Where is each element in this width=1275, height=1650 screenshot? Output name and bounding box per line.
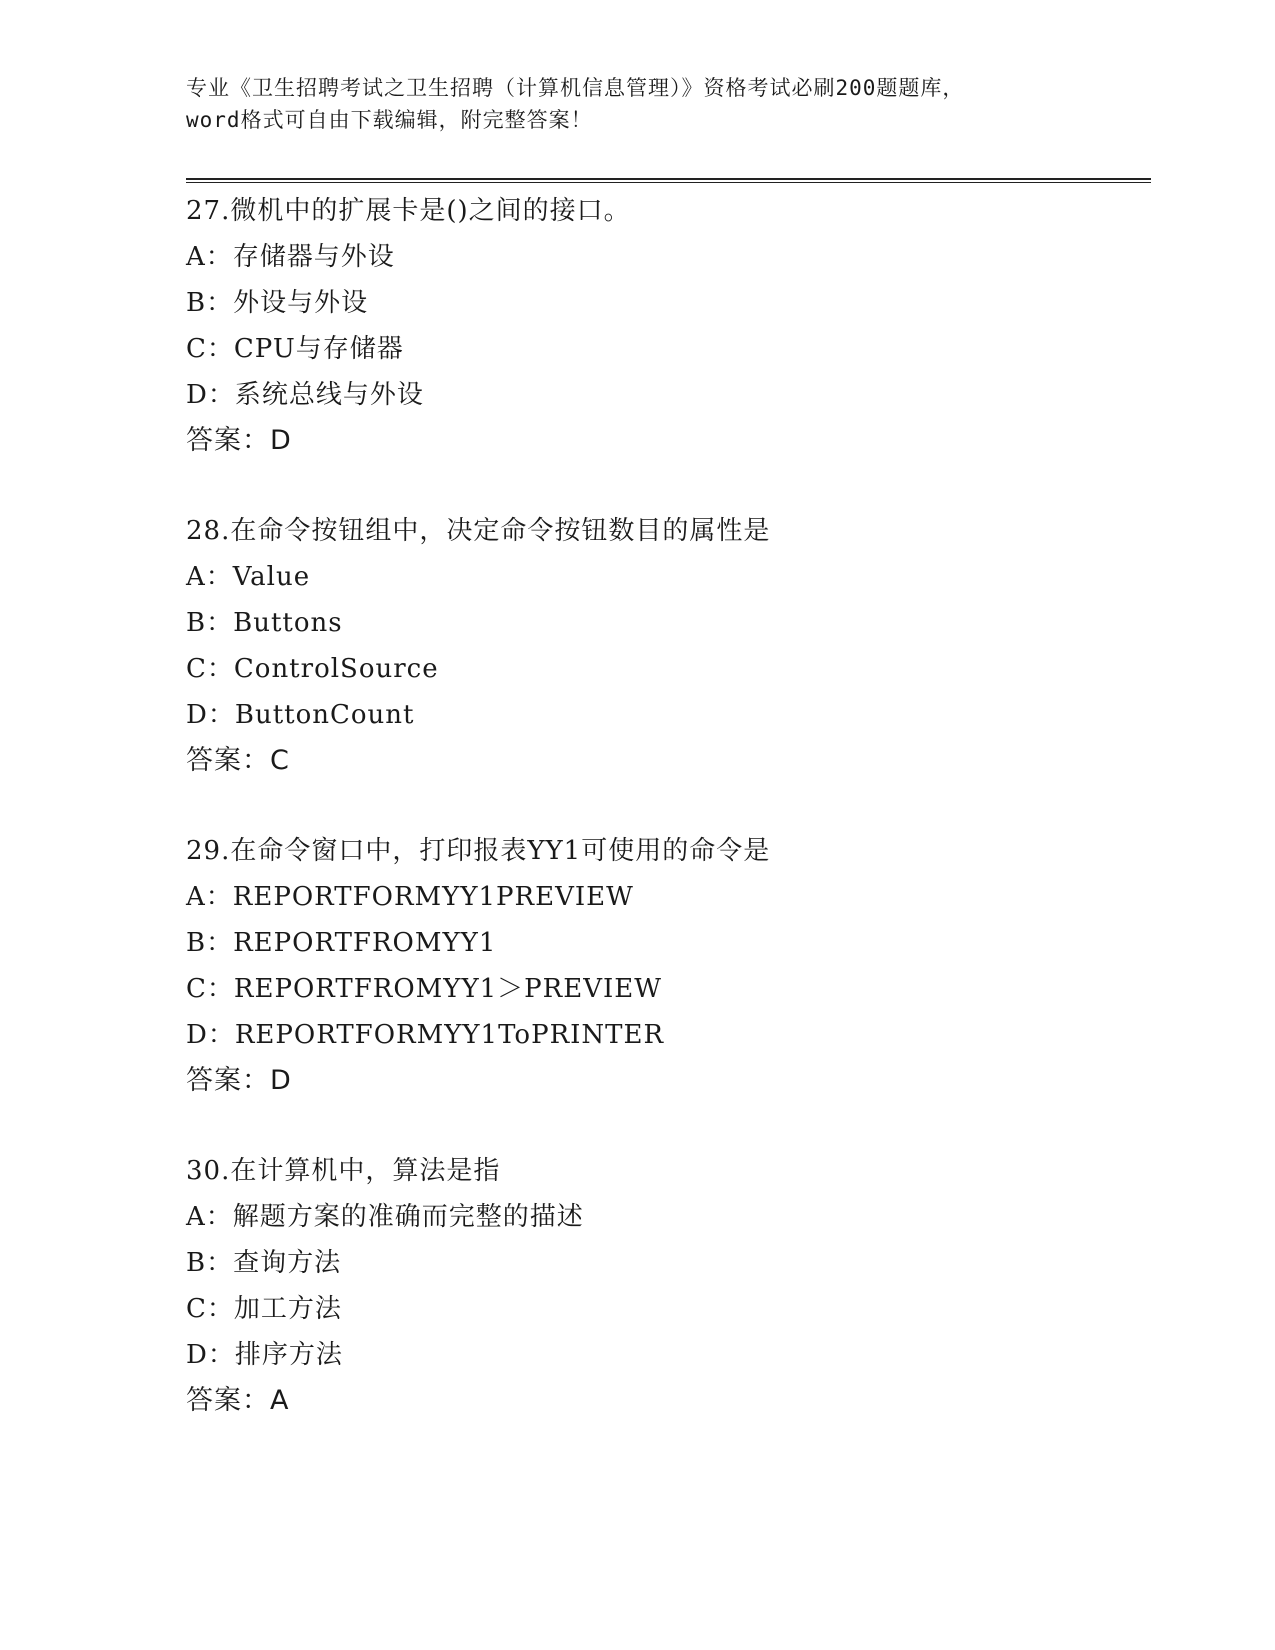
option-c: C：CPU与存储器 (186, 334, 404, 364)
question-stem: 27.微机中的扩展卡是()之间的接口。 (186, 196, 631, 226)
option-a: A：REPORTFORMYY1PREVIEW (186, 882, 634, 912)
option-d: D：系统总线与外设 (186, 380, 424, 410)
question-stem: 29.在命令窗口中，打印报表YY1可使用的命令是 (186, 836, 771, 866)
question-29 (186, 828, 1146, 1104)
option-b: B：查询方法 (186, 1248, 342, 1278)
option-c: C：ControlSource (186, 654, 439, 684)
option-a: A：存储器与外设 (186, 242, 395, 272)
answer-line: 答案：A (186, 1385, 290, 1416)
question-30 (186, 1148, 1146, 1424)
option-a: A：Value (186, 562, 311, 592)
option-d: D：ButtonCount (186, 700, 415, 730)
option-b: B：外设与外设 (186, 288, 369, 318)
option-a: A：解题方案的准确而完整的描述 (186, 1202, 584, 1232)
header-line-2: word格式可自由下载编辑，附完整答案！ (186, 108, 593, 132)
document-header (186, 72, 1086, 136)
question-stem: 30.在计算机中，算法是指 (186, 1156, 501, 1186)
option-c: C：加工方法 (186, 1294, 342, 1324)
header-divider (186, 178, 1151, 183)
option-d: D：排序方法 (186, 1340, 343, 1370)
option-c: C：REPORTFROMYY1＞PREVIEW (186, 974, 662, 1004)
question-stem: 28.在命令按钮组中，决定命令按钮数目的属性是 (186, 516, 771, 546)
question-27 (186, 188, 1146, 464)
answer-line: 答案：D (186, 1065, 292, 1096)
header-line-1: 专业《卫生招聘考试之卫生招聘（计算机信息管理）》资格考试必刷200题题库， (186, 76, 965, 100)
answer-line: 答案：D (186, 425, 292, 456)
option-b: B：Buttons (186, 608, 343, 638)
option-b: B：REPORTFROMYY1 (186, 928, 497, 958)
answer-line: 答案：C (186, 745, 290, 776)
option-d: D：REPORTFORMYY1ToPRINTER (186, 1020, 665, 1050)
question-28 (186, 508, 1146, 784)
